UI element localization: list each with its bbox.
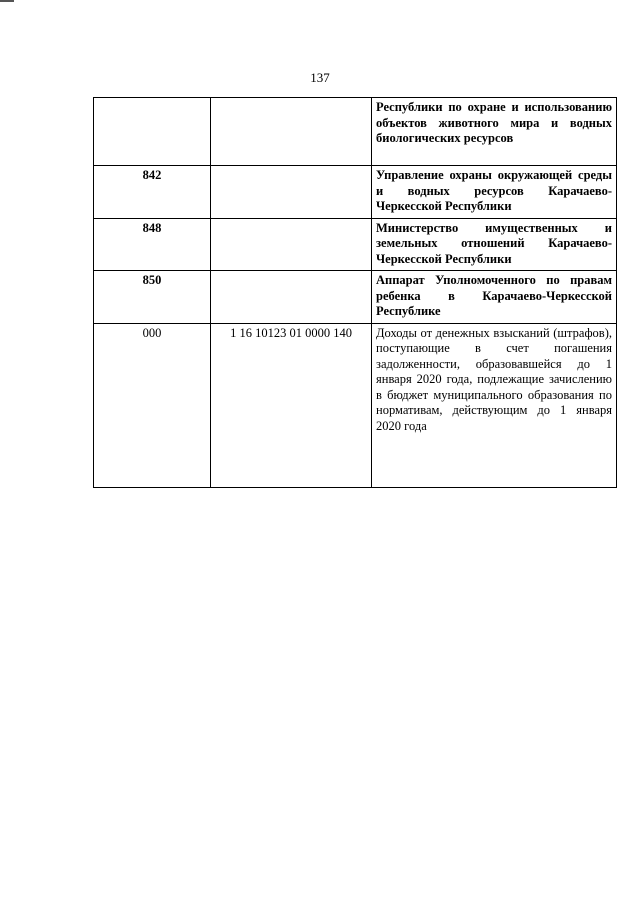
table-row	[94, 98, 617, 166]
revenue-codes-table	[93, 97, 617, 488]
table-row	[94, 323, 617, 487]
admin-code-cell: 000	[94, 323, 211, 487]
scan-corner-mark	[0, 0, 14, 2]
description-cell: Республики по охране и использованию объектов животного мира и водных биологических ресурсов	[372, 98, 617, 166]
description-cell: Доходы от денежных взысканий (штрафов), поступающие в счет погашения задолженности, образовавшейся до 1 января 2020 года, подлежащие зачислению в бюджет муниципального образования по нормативам, действующим до 1 января 2020 года	[372, 323, 617, 487]
description-cell: Управление охраны окружающей среды и водных ресурсов Карачаево-Черкесской Республики	[372, 166, 617, 219]
budget-code-cell	[211, 98, 372, 166]
budget-code-cell	[211, 271, 372, 324]
page-number: 137	[310, 70, 330, 85]
admin-code-cell: 850	[94, 271, 211, 324]
budget-code-cell	[211, 166, 372, 219]
table-row	[94, 166, 617, 219]
admin-code-cell: 842	[94, 166, 211, 219]
description-cell: Министерство имущественных и земельных отношений Карачаево-Черкесской Республики	[372, 218, 617, 271]
budget-code-cell: 1 16 10123 01 0000 140	[211, 323, 372, 487]
admin-code-cell	[94, 98, 211, 166]
table-row	[94, 271, 617, 324]
budget-code-cell	[211, 218, 372, 271]
table-row	[94, 218, 617, 271]
admin-code-cell: 848	[94, 218, 211, 271]
description-cell: Аппарат Уполномоченного по правам ребенка в Карачаево-Черкесской Республике	[372, 271, 617, 324]
